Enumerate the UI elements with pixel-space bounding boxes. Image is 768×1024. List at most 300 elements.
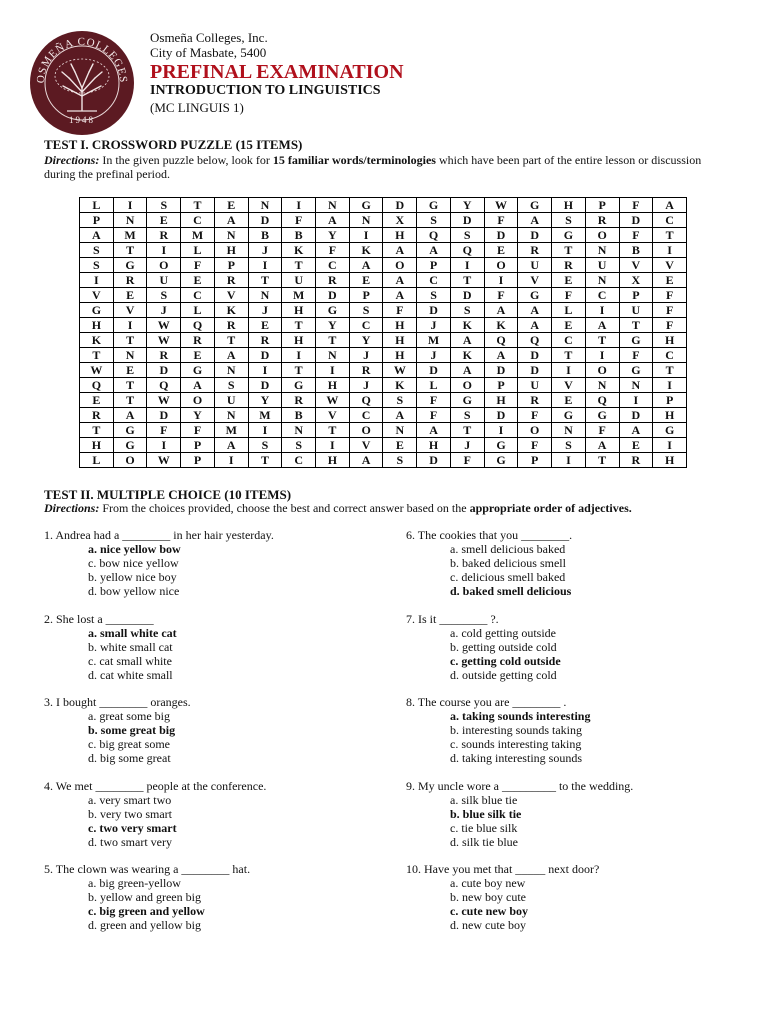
grid-cell: W [147, 393, 181, 408]
grid-cell: V [619, 258, 653, 273]
grid-cell: M [113, 228, 147, 243]
grid-cell: N [316, 348, 350, 363]
answer-option: b. getting outside cold [450, 640, 557, 654]
answer-option: c. big green and yellow [88, 904, 205, 918]
grid-cell: T [181, 198, 215, 213]
grid-cell: Q [450, 243, 484, 258]
grid-cell: N [383, 423, 417, 438]
grid-cell: A [181, 378, 215, 393]
svg-text:1948: 1948 [69, 115, 95, 125]
grid-cell: R [349, 363, 383, 378]
grid-cell: Y [450, 198, 484, 213]
grid-cell: G [113, 438, 147, 453]
grid-cell: S [450, 228, 484, 243]
grid-cell: I [248, 258, 282, 273]
grid-cell: M [248, 408, 282, 423]
question-3 [44, 695, 191, 765]
answer-option: b. yellow nice boy [88, 570, 177, 584]
grid-cell: T [552, 243, 586, 258]
grid-row [80, 333, 687, 348]
grid-cell: R [214, 318, 248, 333]
answer-option: a. cold getting outside [450, 626, 556, 640]
grid-cell: I [248, 363, 282, 378]
grid-row [80, 228, 687, 243]
grid-cell: C [552, 333, 586, 348]
grid-row [80, 453, 687, 468]
grid-cell: F [653, 303, 687, 318]
grid-cell: J [248, 303, 282, 318]
answer-option: c. cute new boy [450, 904, 528, 918]
answer-option: d. cat white small [88, 668, 173, 682]
grid-cell: V [113, 303, 147, 318]
grid-row [80, 243, 687, 258]
grid-cell: E [113, 363, 147, 378]
grid-cell: A [417, 243, 451, 258]
grid-cell: A [518, 213, 552, 228]
grid-cell: A [585, 438, 619, 453]
grid-cell: U [147, 273, 181, 288]
grid-cell: R [282, 393, 316, 408]
grid-cell: L [181, 243, 215, 258]
grid-cell: Y [316, 228, 350, 243]
grid-cell: C [417, 273, 451, 288]
test2-directions-bold: appropriate order of adjectives. [469, 501, 632, 515]
grid-cell: D [248, 213, 282, 228]
grid-cell: H [417, 438, 451, 453]
grid-cell: N [282, 423, 316, 438]
grid-cell: A [484, 348, 518, 363]
grid-cell: P [585, 198, 619, 213]
grid-cell: D [619, 213, 653, 228]
grid-cell: D [147, 363, 181, 378]
grid-cell: E [484, 243, 518, 258]
test1-directions-label: Directions: [44, 153, 100, 167]
grid-cell: F [585, 423, 619, 438]
grid-cell: O [518, 423, 552, 438]
grid-cell: H [383, 348, 417, 363]
grid-cell: A [450, 363, 484, 378]
school-name: Osmeña Colleges, Inc. [150, 30, 268, 45]
grid-cell: H [316, 453, 350, 468]
test1-heading: TEST I. CROSSWORD PUZZLE (15 ITEMS) [44, 137, 303, 152]
grid-cell: B [282, 408, 316, 423]
grid-cell: H [552, 198, 586, 213]
grid-cell: C [349, 408, 383, 423]
grid-cell: D [518, 363, 552, 378]
grid-cell: S [383, 393, 417, 408]
grid-cell: A [214, 438, 248, 453]
grid-cell: S [383, 453, 417, 468]
grid-cell: L [80, 453, 114, 468]
grid-cell: R [619, 453, 653, 468]
grid-cell: V [349, 438, 383, 453]
answer-option: b. white small cat [88, 640, 173, 654]
grid-cell: W [383, 363, 417, 378]
grid-cell: D [518, 228, 552, 243]
grid-cell: G [518, 288, 552, 303]
grid-cell: G [349, 198, 383, 213]
question-stem: 4. We met ________ people at the conference. [44, 779, 267, 793]
grid-cell: E [653, 273, 687, 288]
grid-cell: Q [181, 318, 215, 333]
grid-cell: E [349, 273, 383, 288]
answer-option: d. baked smell delicious [450, 584, 572, 598]
grid-cell: N [248, 288, 282, 303]
grid-cell: Q [518, 333, 552, 348]
grid-cell: M [417, 333, 451, 348]
grid-cell: N [585, 378, 619, 393]
grid-cell: I [282, 348, 316, 363]
grid-cell: H [282, 303, 316, 318]
question-stem: 1. Andrea had a ________ in her hair yesterday. [44, 528, 274, 542]
grid-cell: Y [316, 318, 350, 333]
grid-cell: A [619, 423, 653, 438]
grid-cell: G [450, 393, 484, 408]
grid-cell: A [80, 228, 114, 243]
question-6 [406, 528, 572, 598]
grid-cell: H [653, 453, 687, 468]
school-city: City of Masbate, 5400 [150, 45, 267, 60]
grid-cell: F [484, 288, 518, 303]
grid-cell: A [383, 408, 417, 423]
grid-row [80, 318, 687, 333]
grid-cell: N [585, 273, 619, 288]
grid-cell: O [113, 453, 147, 468]
grid-cell: I [552, 453, 586, 468]
grid-cell: P [653, 393, 687, 408]
answer-option: b. baked delicious smell [450, 556, 566, 570]
grid-cell: D [248, 378, 282, 393]
grid-cell: A [383, 288, 417, 303]
answer-option: c. sounds interesting taking [450, 737, 582, 751]
grid-cell: T [653, 228, 687, 243]
grid-cell: T [248, 453, 282, 468]
test1-directions-bold: 15 familiar words/terminologies [272, 153, 436, 167]
grid-cell: O [484, 258, 518, 273]
grid-cell: D [518, 348, 552, 363]
grid-cell: A [316, 213, 350, 228]
grid-cell: F [417, 408, 451, 423]
grid-cell: R [147, 348, 181, 363]
grid-cell: C [316, 258, 350, 273]
grid-cell: G [484, 438, 518, 453]
question-4 [44, 779, 266, 849]
grid-cell: T [585, 333, 619, 348]
answer-option: c. two very smart [88, 821, 177, 835]
grid-cell: G [653, 423, 687, 438]
grid-cell: U [518, 258, 552, 273]
svg-text:OSMEÑA COLLEGES: OSMEÑA COLLEGES [34, 35, 130, 84]
grid-cell: D [383, 198, 417, 213]
grid-cell: F [383, 303, 417, 318]
grid-cell: E [248, 318, 282, 333]
grid-cell: E [181, 273, 215, 288]
grid-cell: F [484, 213, 518, 228]
answer-option: b. yellow and green big [88, 890, 201, 904]
grid-row [80, 393, 687, 408]
grid-cell: E [80, 393, 114, 408]
grid-cell: C [585, 288, 619, 303]
grid-cell: K [383, 378, 417, 393]
college-seal-logo [29, 30, 135, 136]
grid-cell: T [619, 318, 653, 333]
grid-cell: Y [181, 408, 215, 423]
question-10 [406, 862, 599, 932]
grid-cell: P [518, 453, 552, 468]
grid-cell: W [147, 333, 181, 348]
grid-cell: D [147, 408, 181, 423]
answer-option: a. big green-yellow [88, 876, 181, 890]
grid-cell: T [552, 348, 586, 363]
grid-cell: G [552, 408, 586, 423]
grid-cell: O [383, 258, 417, 273]
grid-cell: H [282, 333, 316, 348]
grid-cell: O [585, 363, 619, 378]
grid-cell: I [450, 258, 484, 273]
grid-cell: P [417, 258, 451, 273]
grid-cell: S [248, 438, 282, 453]
grid-cell: R [316, 273, 350, 288]
answer-option: a. very smart two [88, 793, 172, 807]
grid-cell: O [585, 228, 619, 243]
grid-row [80, 408, 687, 423]
grid-cell: Q [484, 333, 518, 348]
grid-cell: J [147, 303, 181, 318]
grid-cell: L [181, 303, 215, 318]
grid-cell: U [282, 273, 316, 288]
grid-cell: F [450, 453, 484, 468]
grid-cell: O [181, 393, 215, 408]
grid-cell: H [214, 243, 248, 258]
grid-cell: V [518, 273, 552, 288]
grid-cell: G [585, 408, 619, 423]
grid-cell: F [653, 318, 687, 333]
grid-cell: I [653, 438, 687, 453]
grid-cell: Y [248, 393, 282, 408]
answer-option: d. taking interesting sounds [450, 751, 582, 765]
grid-cell: S [282, 438, 316, 453]
answer-option: c. delicious smell baked [450, 570, 566, 584]
grid-cell: E [214, 198, 248, 213]
answer-option: c. tie blue silk [450, 821, 518, 835]
grid-cell: U [619, 303, 653, 318]
grid-cell: U [518, 378, 552, 393]
grid-cell: H [653, 333, 687, 348]
grid-cell: M [181, 228, 215, 243]
grid-cell: P [349, 288, 383, 303]
grid-cell: R [518, 243, 552, 258]
grid-cell: H [653, 408, 687, 423]
grid-cell: V [80, 288, 114, 303]
grid-cell: R [248, 333, 282, 348]
answer-option: a. nice yellow bow [88, 542, 181, 556]
question-stem: 6. The cookies that you ________. [406, 528, 573, 542]
grid-cell: E [619, 438, 653, 453]
grid-cell: N [619, 378, 653, 393]
grid-cell: S [80, 258, 114, 273]
grid-row [80, 363, 687, 378]
grid-cell: N [214, 408, 248, 423]
question-stem: 5. The clown was wearing a ________ hat. [44, 862, 251, 876]
grid-cell: P [181, 438, 215, 453]
grid-cell: R [585, 213, 619, 228]
grid-cell: P [214, 258, 248, 273]
grid-cell: T [282, 318, 316, 333]
grid-cell: F [417, 393, 451, 408]
grid-cell: Y [349, 333, 383, 348]
grid-cell: Q [349, 393, 383, 408]
answer-option: c. getting cold outside [450, 654, 561, 668]
grid-cell: A [484, 303, 518, 318]
grid-row [80, 273, 687, 288]
grid-cell: A [518, 318, 552, 333]
answer-option: d. silk tie blue [450, 835, 518, 849]
grid-cell: S [417, 213, 451, 228]
grid-cell: N [113, 213, 147, 228]
grid-cell: A [518, 303, 552, 318]
grid-cell: T [113, 378, 147, 393]
answer-option: d. green and yellow big [88, 918, 201, 932]
grid-cell: S [417, 288, 451, 303]
grid-cell: P [619, 288, 653, 303]
grid-cell: K [80, 333, 114, 348]
grid-cell: I [585, 348, 619, 363]
grid-cell: T [113, 243, 147, 258]
grid-cell: K [484, 318, 518, 333]
grid-cell: D [417, 453, 451, 468]
question-stem: 2. She lost a ________ [44, 612, 154, 626]
grid-cell: G [80, 303, 114, 318]
answer-option: a. silk blue tie [450, 793, 518, 807]
grid-cell: I [113, 198, 147, 213]
grid-cell: N [113, 348, 147, 363]
grid-cell: U [214, 393, 248, 408]
grid-cell: A [214, 213, 248, 228]
grid-row [80, 213, 687, 228]
grid-cell: M [282, 288, 316, 303]
grid-cell: V [316, 408, 350, 423]
answer-option: a. great some big [88, 709, 170, 723]
grid-row [80, 303, 687, 318]
answer-option: d. outside getting cold [450, 668, 557, 682]
grid-cell: W [147, 453, 181, 468]
grid-cell: D [619, 408, 653, 423]
grid-cell: B [619, 243, 653, 258]
grid-cell: I [619, 393, 653, 408]
question-stem: 9. My uncle wore a _________ to the wedding. [406, 779, 634, 793]
grid-cell: F [282, 213, 316, 228]
grid-cell: I [349, 228, 383, 243]
grid-cell: A [383, 243, 417, 258]
answer-option: b. blue silk tie [450, 807, 522, 821]
grid-cell: J [349, 378, 383, 393]
answer-option: d. big some great [88, 751, 171, 765]
grid-cell: C [349, 318, 383, 333]
grid-cell: F [181, 423, 215, 438]
course-code: (MC LINGUIS 1) [150, 100, 244, 115]
question-7 [406, 612, 561, 682]
grid-cell: V [214, 288, 248, 303]
grid-cell: A [349, 258, 383, 273]
test1-directions-pre: In the given puzzle below, look for [99, 153, 273, 167]
grid-cell: Q [417, 228, 451, 243]
grid-cell: A [585, 318, 619, 333]
grid-cell: E [113, 288, 147, 303]
answer-option: b. some great big [88, 723, 176, 737]
grid-cell: A [349, 453, 383, 468]
grid-row [80, 258, 687, 273]
grid-cell: F [619, 198, 653, 213]
grid-cell: G [282, 378, 316, 393]
grid-cell: G [417, 198, 451, 213]
grid-row [80, 438, 687, 453]
grid-cell: M [214, 423, 248, 438]
grid-cell: Q [585, 393, 619, 408]
grid-cell: G [484, 453, 518, 468]
grid-cell: D [450, 288, 484, 303]
grid-cell: J [417, 318, 451, 333]
answer-option: d. new cute boy [450, 918, 526, 932]
grid-cell: R [80, 408, 114, 423]
grid-cell: I [484, 273, 518, 288]
grid-cell: V [552, 378, 586, 393]
grid-cell: D [417, 303, 451, 318]
grid-cell: O [349, 423, 383, 438]
grid-cell: I [484, 423, 518, 438]
grid-cell: T [316, 423, 350, 438]
grid-cell: I [248, 423, 282, 438]
grid-cell: T [282, 258, 316, 273]
grid-cell: H [80, 438, 114, 453]
grid-cell: Q [147, 378, 181, 393]
grid-cell: H [383, 333, 417, 348]
grid-cell: W [484, 198, 518, 213]
grid-cell: D [248, 348, 282, 363]
grid-cell: H [383, 318, 417, 333]
grid-cell: K [450, 318, 484, 333]
grid-cell: F [316, 243, 350, 258]
grid-cell: T [282, 363, 316, 378]
grid-cell: S [349, 303, 383, 318]
grid-cell: I [316, 363, 350, 378]
test2-heading: TEST II. MULTIPLE CHOICE (10 ITEMS) [44, 487, 292, 502]
grid-cell: A [113, 408, 147, 423]
grid-cell: J [349, 348, 383, 363]
grid-cell: F [619, 228, 653, 243]
grid-cell: B [282, 228, 316, 243]
grid-cell: E [552, 273, 586, 288]
grid-cell: E [552, 318, 586, 333]
grid-cell: E [147, 213, 181, 228]
grid-cell: R [147, 228, 181, 243]
grid-cell: H [484, 393, 518, 408]
grid-row [80, 198, 687, 213]
grid-cell: S [147, 288, 181, 303]
grid-cell: I [653, 378, 687, 393]
crossword-grid [79, 197, 687, 468]
grid-cell: I [282, 198, 316, 213]
grid-cell: F [518, 438, 552, 453]
grid-cell: G [518, 198, 552, 213]
question-9 [406, 779, 633, 849]
grid-cell: W [80, 363, 114, 378]
grid-cell: D [450, 213, 484, 228]
test2-directions-pre: From the choices provided, choose the best and correct answer based on the [99, 501, 470, 515]
grid-cell: I [147, 243, 181, 258]
grid-cell: G [619, 363, 653, 378]
answer-option: c. big great some [88, 737, 170, 751]
grid-cell: O [147, 258, 181, 273]
